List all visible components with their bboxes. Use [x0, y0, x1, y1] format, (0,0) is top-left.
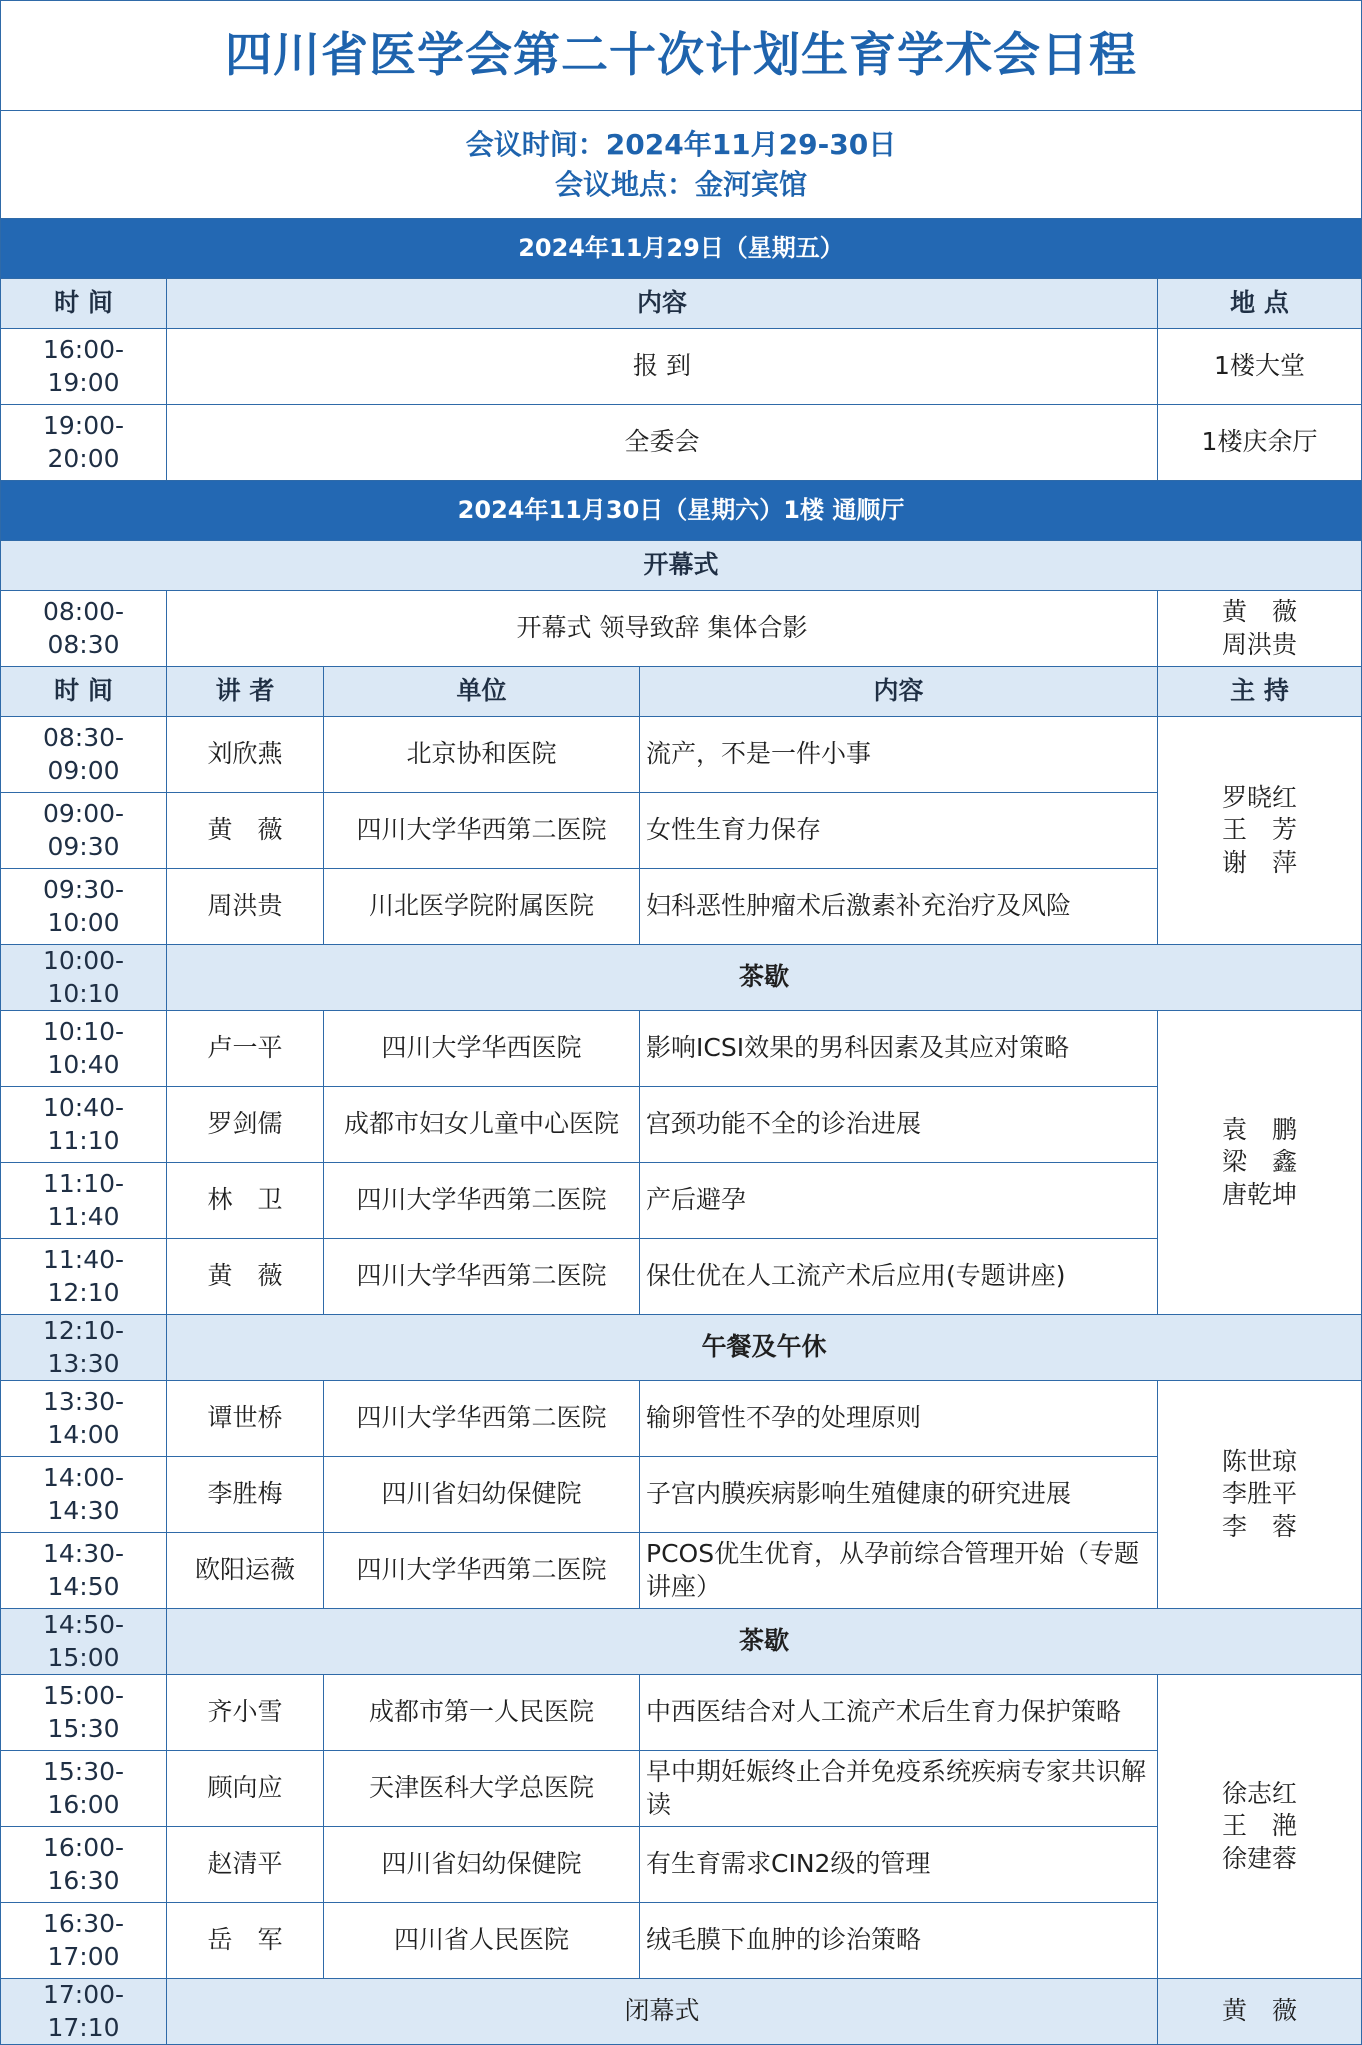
- row-topic: 影响ICSI效果的男科因素及其应对策略: [640, 1011, 1158, 1087]
- host-name: 黄 薇: [1221, 597, 1297, 626]
- row-topic: 妇科恶性肿瘤术后激素补充治疗及风险: [640, 869, 1158, 945]
- col-content: 内容: [640, 667, 1158, 717]
- table-row: [1, 1011, 1362, 1087]
- row-unit: 四川大学华西第二医院: [324, 793, 640, 869]
- row-topic: 早中期妊娠终止合并免疫系统疾病专家共识解读: [640, 1751, 1158, 1827]
- row-speaker: 周洪贵: [167, 869, 324, 945]
- row-unit: 北京协和医院: [324, 717, 640, 793]
- day1-col-place: 地 点: [1158, 279, 1362, 329]
- col-speaker: 讲 者: [167, 667, 324, 717]
- table-row: [1, 1087, 1362, 1163]
- host-name: 徐志红: [1221, 1778, 1297, 1808]
- row-unit: 川北医学院附属医院: [324, 869, 640, 945]
- row-time: 19:00-20:00: [1, 405, 167, 481]
- break-label: 茶歇: [167, 945, 1362, 1011]
- row-unit: 天津医科大学总医院: [324, 1751, 640, 1827]
- host-name: 谢 萍: [1221, 847, 1297, 877]
- col-unit: 单位: [324, 667, 640, 717]
- table-row: [1, 1827, 1362, 1903]
- row-time: 15:30-16:00: [1, 1751, 167, 1827]
- row-unit: 四川大学华西医院: [324, 1011, 640, 1087]
- row-time: 14:00-14:30: [1, 1457, 167, 1533]
- row-time: 10:10-10:40: [1, 1011, 167, 1087]
- opening-hosts: [1158, 591, 1362, 667]
- break-row: [1, 1315, 1362, 1381]
- meeting-info: [1, 111, 1362, 219]
- table-row: [1, 1751, 1362, 1827]
- table-row: [1, 869, 1362, 945]
- row-time: 09:00-09:30: [1, 793, 167, 869]
- row-place: 1楼庆余厅: [1158, 405, 1362, 481]
- table-row: [1, 1675, 1362, 1751]
- row-time: 16:00-19:00: [1, 329, 167, 405]
- row-topic: 有生育需求CIN2级的管理: [640, 1827, 1158, 1903]
- break-label: 午餐及午休: [167, 1315, 1362, 1381]
- table-row: [1, 1457, 1362, 1533]
- row-speaker: 谭世桥: [167, 1381, 324, 1457]
- row-time: 15:00-15:30: [1, 1675, 167, 1751]
- row-speaker: 赵清平: [167, 1827, 324, 1903]
- host-name: 李 蓉: [1221, 1511, 1297, 1541]
- table-row: [1, 1163, 1362, 1239]
- break-row: [1, 1609, 1362, 1675]
- host-name: 王 芳: [1221, 815, 1297, 845]
- opening-label: 开幕式: [1, 541, 1362, 591]
- row-topic: PCOS优生优育，从孕前综合管理开始（专题讲座）: [640, 1533, 1158, 1609]
- table-row: [1, 329, 1362, 405]
- host-name: 徐建蓉: [1221, 1843, 1297, 1873]
- row-time: 09:30-10:00: [1, 869, 167, 945]
- row-time: 13:30-14:00: [1, 1381, 167, 1457]
- row-place: 1楼大堂: [1158, 329, 1362, 405]
- row-time: 08:30-09:00: [1, 717, 167, 793]
- session2-hosts: [1158, 1011, 1362, 1315]
- table-row: [1, 1239, 1362, 1315]
- meeting-time: 会议时间：2024年11月29-30日: [465, 127, 897, 161]
- host-name: 唐乾坤: [1221, 1179, 1297, 1209]
- table-row: [1, 1381, 1362, 1457]
- row-topic: 女性生育力保存: [640, 793, 1158, 869]
- row-topic: 子宫内膜疾病影响生殖健康的研究进展: [640, 1457, 1158, 1533]
- row-speaker: 刘欣燕: [167, 717, 324, 793]
- row-time: 08:00-08:30: [1, 591, 167, 667]
- row-unit: 四川大学华西第二医院: [324, 1533, 640, 1609]
- row-time: 12:10-13:30: [1, 1315, 167, 1381]
- row-time: 16:30-17:00: [1, 1903, 167, 1979]
- row-speaker: 欧阳运薇: [167, 1533, 324, 1609]
- day1-header: 2024年11月29日（星期五）: [1, 219, 1362, 279]
- row-speaker: 林 卫: [167, 1163, 324, 1239]
- row-topic: 绒毛膜下血肿的诊治策略: [640, 1903, 1158, 1979]
- day1-col-time: 时 间: [1, 279, 167, 329]
- break-label: 茶歇: [167, 1609, 1362, 1675]
- table-row: [1, 717, 1362, 793]
- row-speaker: 罗剑儒: [167, 1087, 324, 1163]
- row-speaker: 齐小雪: [167, 1675, 324, 1751]
- host-name: 周洪贵: [1221, 629, 1297, 659]
- host-name: 袁 鹏: [1221, 1114, 1297, 1144]
- meeting-place: 会议地点：金河宾馆: [554, 167, 807, 201]
- row-time: 17:00-17:10: [1, 1979, 167, 2045]
- table-row: [1, 1533, 1362, 1609]
- day1-col-content: 内容: [167, 279, 1158, 329]
- row-speaker: 李胜梅: [167, 1457, 324, 1533]
- row-speaker: 顾向应: [167, 1751, 324, 1827]
- row-topic: 保仕优在人工流产术后应用(专题讲座): [640, 1239, 1158, 1315]
- session1-hosts: [1158, 717, 1362, 945]
- row-time: 11:40-12:10: [1, 1239, 167, 1315]
- row-time: 10:40-11:10: [1, 1087, 167, 1163]
- row-topic: 宫颈功能不全的诊治进展: [640, 1087, 1158, 1163]
- row-time: 16:00-16:30: [1, 1827, 167, 1903]
- row-topic: 中西医结合对人工流产术后生育力保护策略: [640, 1675, 1158, 1751]
- row-speaker: 卢一平: [167, 1011, 324, 1087]
- row-topic: 产后避孕: [640, 1163, 1158, 1239]
- session3-hosts: [1158, 1381, 1362, 1609]
- break-row: [1, 945, 1362, 1011]
- host-name: 李胜平: [1221, 1479, 1297, 1509]
- row-content: 开幕式 领导致辞 集体合影: [167, 591, 1158, 667]
- row-unit: 成都市第一人民医院: [324, 1675, 640, 1751]
- col-time: 时 间: [1, 667, 167, 717]
- row-time: 14:50-15:00: [1, 1609, 167, 1675]
- row-time: 10:00-10:10: [1, 945, 167, 1011]
- host-name: 王 滟: [1221, 1811, 1297, 1841]
- table-row: [1, 591, 1362, 667]
- session4-hosts: [1158, 1675, 1362, 1979]
- host-name: 陈世琼: [1221, 1446, 1297, 1476]
- row-speaker: 黄 薇: [167, 1239, 324, 1315]
- table-row: [1, 793, 1362, 869]
- page-title: 四川省医学会第二十次计划生育学术会日程: [1, 1, 1362, 111]
- closing-host: 黄 薇: [1158, 1979, 1362, 2045]
- row-speaker: 岳 军: [167, 1903, 324, 1979]
- row-content: 全委会: [167, 405, 1158, 481]
- row-unit: 四川大学华西第二医院: [324, 1381, 640, 1457]
- row-unit: 四川省人民医院: [324, 1903, 640, 1979]
- host-name: 罗晓红: [1221, 782, 1297, 812]
- closing-label: 闭幕式: [167, 1979, 1158, 2045]
- day2-header: 2024年11月30日（星期六）1楼 通顺厅: [1, 481, 1362, 541]
- row-topic: 流产，不是一件小事: [640, 717, 1158, 793]
- closing-row: [1, 1979, 1362, 2045]
- row-unit: 四川省妇幼保健院: [324, 1457, 640, 1533]
- host-name: 梁 鑫: [1221, 1147, 1297, 1177]
- row-topic: 输卵管性不孕的处理原则: [640, 1381, 1158, 1457]
- row-unit: 四川大学华西第二医院: [324, 1163, 640, 1239]
- row-unit: 成都市妇女儿童中心医院: [324, 1087, 640, 1163]
- row-time: 14:30-14:50: [1, 1533, 167, 1609]
- row-unit: 四川省妇幼保健院: [324, 1827, 640, 1903]
- row-unit: 四川大学华西第二医院: [324, 1239, 640, 1315]
- row-content: 报 到: [167, 329, 1158, 405]
- col-host: 主 持: [1158, 667, 1362, 717]
- table-row: [1, 405, 1362, 481]
- table-row: [1, 1903, 1362, 1979]
- row-speaker: 黄 薇: [167, 793, 324, 869]
- row-time: 11:10-11:40: [1, 1163, 167, 1239]
